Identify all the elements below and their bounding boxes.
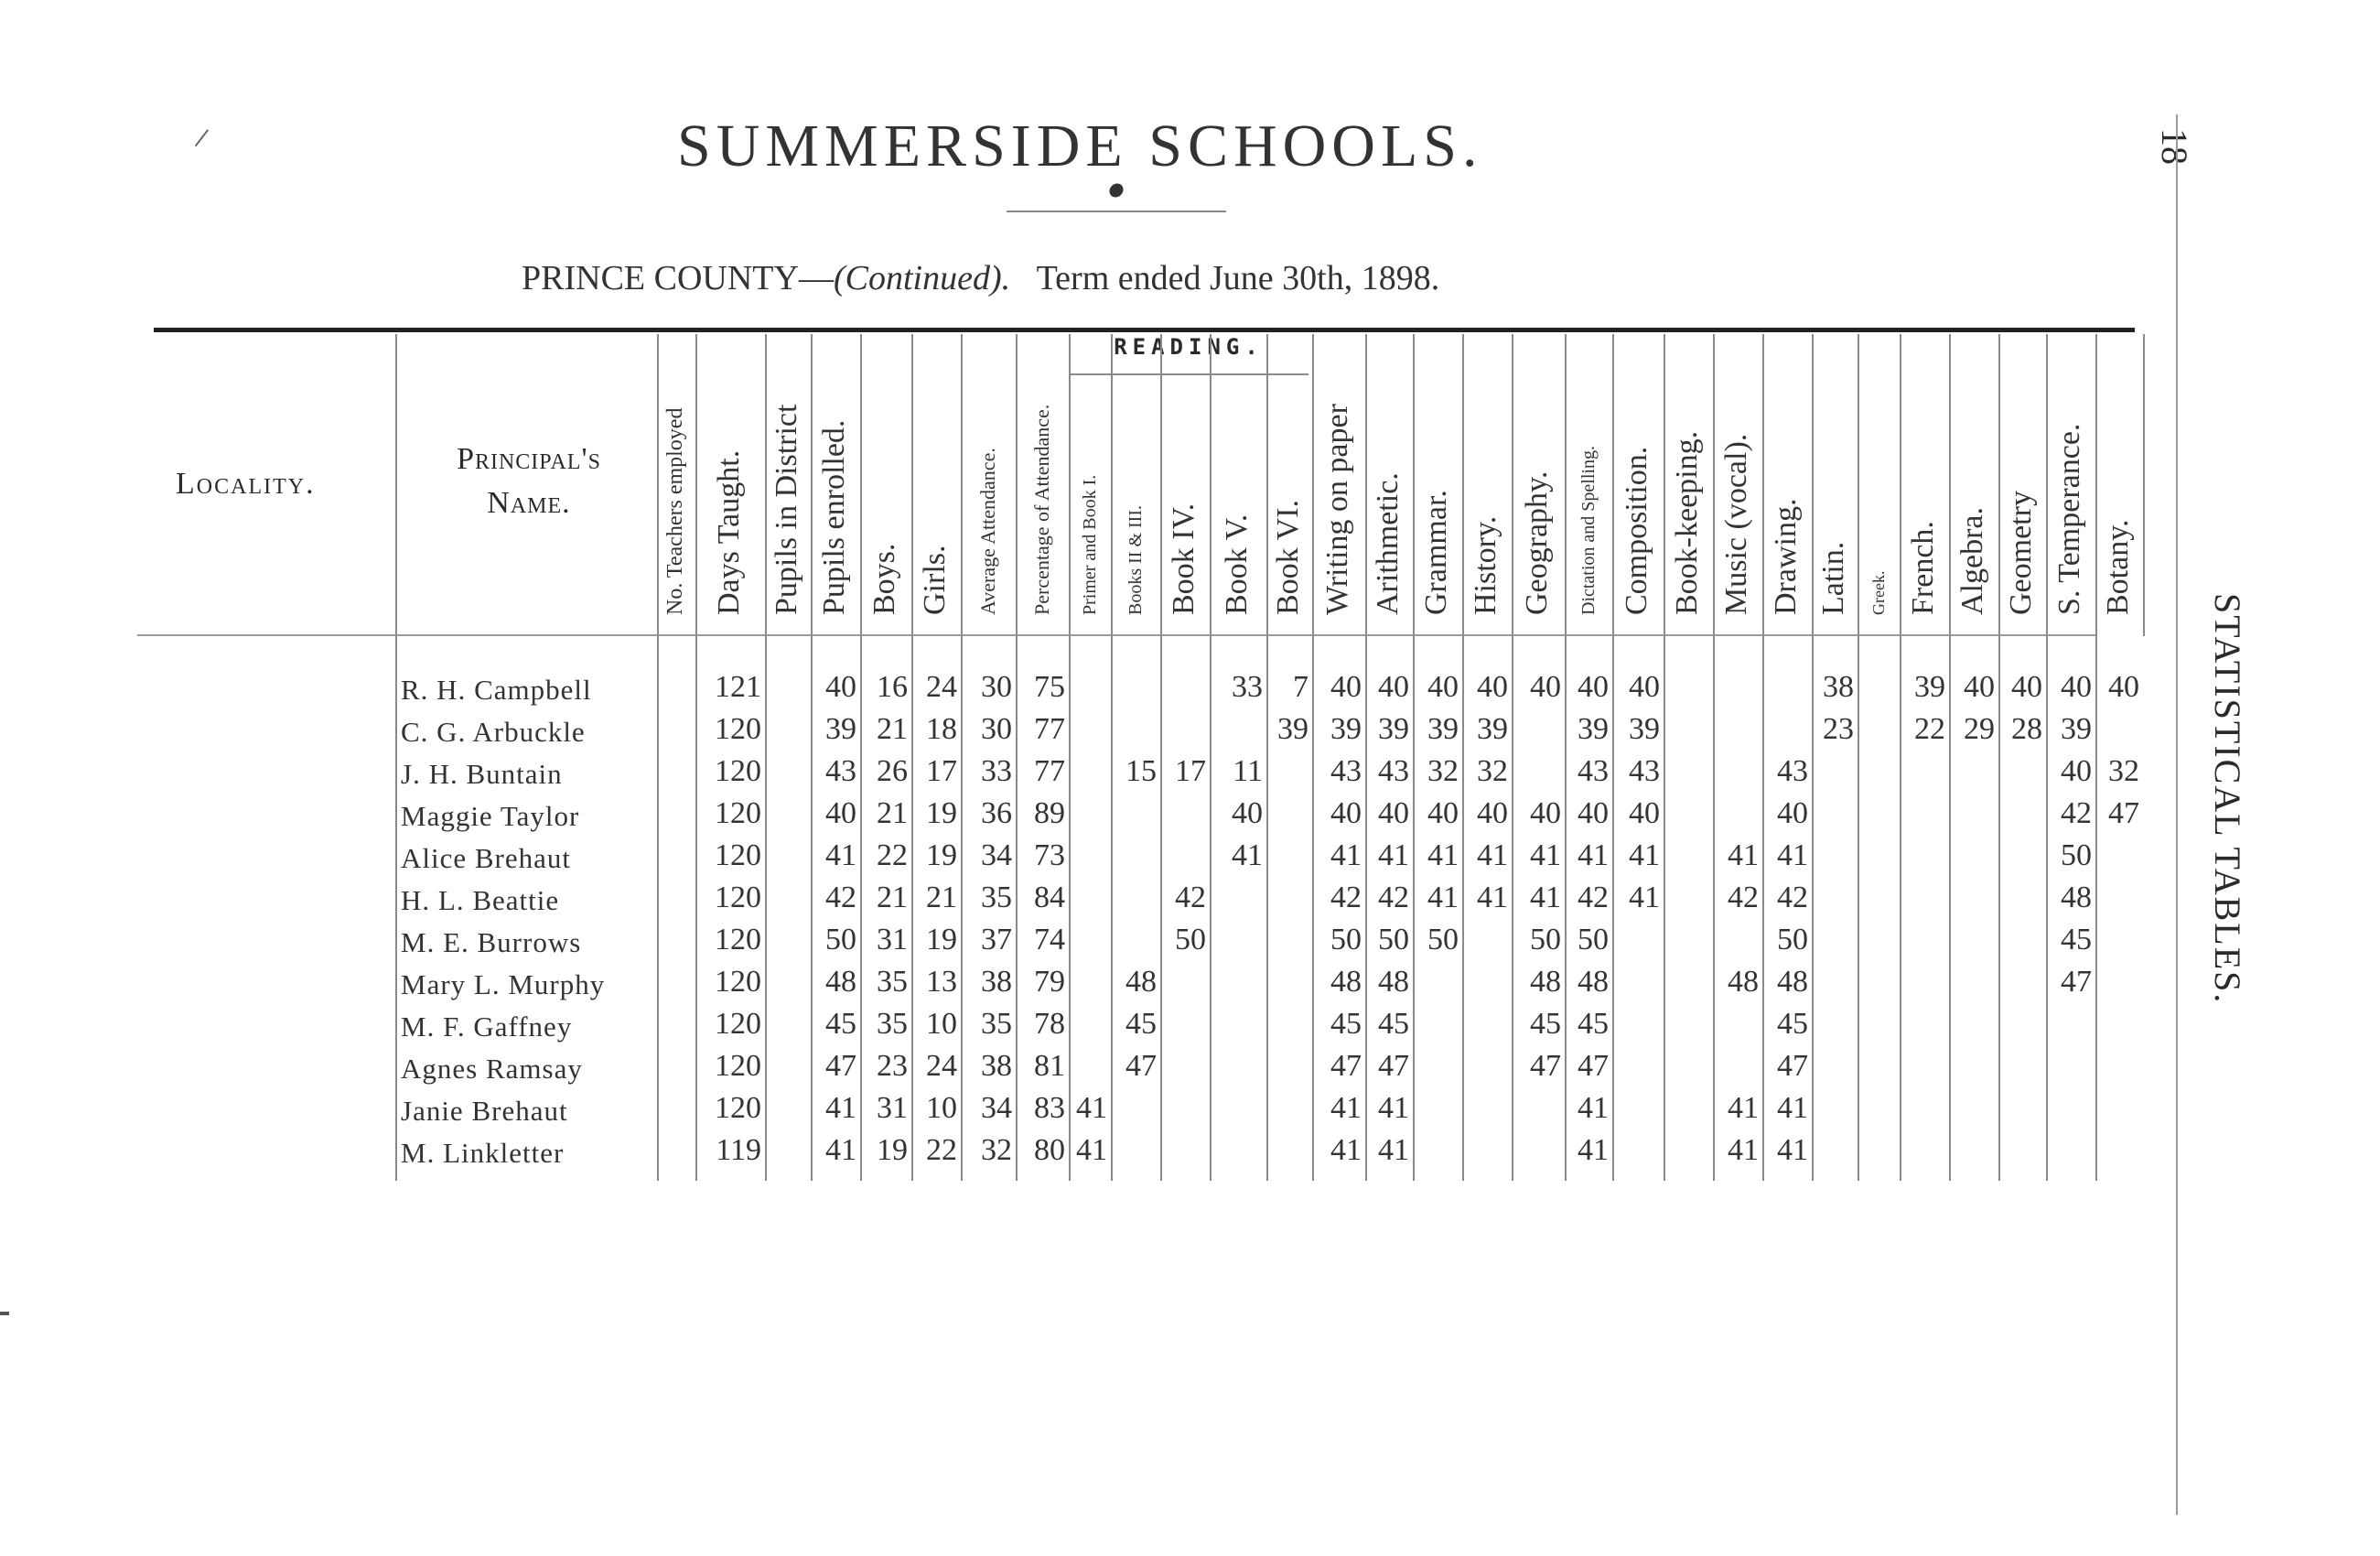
table-cell-girls: 24: [926, 670, 957, 704]
table-cell-comp: 40: [1629, 670, 1660, 704]
table-cell-pct: 80: [1034, 1133, 1065, 1167]
table-cell-b2_3: 15: [1125, 754, 1157, 788]
table-cell-days: 120: [715, 1007, 761, 1041]
table-cell-music: 41: [1728, 1091, 1759, 1125]
table-cell-temp: 39: [2061, 712, 2092, 746]
principal-name: H. L. Beattie: [401, 884, 560, 916]
column-header-comp: Composition.: [1620, 446, 1653, 615]
table-cell-b4: 50: [1175, 923, 1206, 956]
table-cell-writing: 45: [1330, 1007, 1362, 1041]
table-cell-dict: 43: [1578, 754, 1609, 788]
table-cell-days: 120: [715, 965, 761, 999]
column-header-arith: Arithmetic.: [1371, 472, 1405, 615]
table-cell-arith: 42: [1378, 881, 1409, 914]
principal-name: R. H. Campbell: [401, 674, 592, 706]
column-header-latin: Latin.: [1816, 541, 1850, 615]
table-cell-botany: 40: [2108, 670, 2139, 704]
table-cell-arith: 41: [1378, 1133, 1409, 1167]
table-cell-days: 120: [715, 838, 761, 872]
table-cell-girls: 19: [926, 796, 957, 830]
page-title: SUMMERSIDE SCHOOLS.: [677, 113, 1483, 179]
table-cell-arith: 41: [1378, 838, 1409, 872]
table-cell-boys: 21: [877, 712, 908, 746]
table-cell-pct: 89: [1034, 796, 1065, 830]
table-cell-enrolled: 41: [825, 838, 856, 872]
principal-name: Mary L. Murphy: [401, 968, 606, 1000]
column-header-geometry: Geometry: [2004, 491, 2038, 615]
column-header-avg: Average Attendance.: [976, 448, 999, 615]
table-cell-writing: 40: [1330, 670, 1362, 704]
table-cell-b4: 42: [1175, 881, 1206, 914]
table-cell-days: 120: [715, 754, 761, 788]
table-cell-arith: 40: [1378, 670, 1409, 704]
locality-header: Locality.: [176, 467, 316, 501]
table-cell-geog: 40: [1530, 796, 1561, 830]
ornament-diamond-icon: [1106, 180, 1125, 200]
table-cell-enrolled: 41: [825, 1133, 856, 1167]
table-cell-b2_3: 47: [1125, 1049, 1157, 1083]
subtitle-continued: (Continued).: [833, 259, 1011, 297]
principal-name: M. E. Burrows: [401, 926, 582, 958]
principal-name: Maggie Taylor: [401, 800, 580, 832]
table-cell-arith: 47: [1378, 1049, 1409, 1083]
table-cell-pct: 77: [1034, 712, 1065, 746]
table-cell-temp: 48: [2061, 881, 2092, 914]
table-cell-geog: 48: [1530, 965, 1561, 999]
table-cell-music: 48: [1728, 965, 1759, 999]
table-cell-days: 120: [715, 881, 761, 914]
table-cell-history: 40: [1477, 796, 1508, 830]
table-cell-avg: 30: [981, 670, 1012, 704]
table-cell-geometry: 28: [2011, 712, 2042, 746]
table-top-rule: [154, 328, 2135, 332]
table-cell-geog: 47: [1530, 1049, 1561, 1083]
table-cell-girls: 24: [926, 1049, 957, 1083]
table-cell-enrolled: 41: [825, 1091, 856, 1125]
table-cell-b2_3: 48: [1125, 965, 1157, 999]
table-cell-botany: 32: [2108, 754, 2139, 788]
column-header-b6: Book VI.: [1271, 500, 1305, 615]
table-cell-music: 42: [1728, 881, 1759, 914]
principal-name: Alice Brehaut: [401, 842, 572, 874]
table-cell-temp: 50: [2061, 838, 2092, 872]
column-header-district: Pupils in District: [770, 404, 803, 615]
table-cell-boys: 19: [877, 1133, 908, 1167]
table-cell-boys: 21: [877, 881, 908, 914]
table-cell-french: 22: [1914, 712, 1945, 746]
table-cell-history: 32: [1477, 754, 1508, 788]
table-cell-history: 41: [1477, 838, 1508, 872]
column-rule: [765, 334, 767, 1181]
table-cell-history: 40: [1477, 670, 1508, 704]
reading-group-header: READING.: [1114, 334, 1264, 360]
table-cell-avg: 33: [981, 754, 1012, 788]
table-cell-writing: 50: [1330, 923, 1362, 956]
table-cell-girls: 18: [926, 712, 957, 746]
table-cell-boys: 31: [877, 1091, 908, 1125]
table-cell-boys: 35: [877, 965, 908, 999]
table-cell-avg: 37: [981, 923, 1012, 956]
table-cell-geog: 45: [1530, 1007, 1561, 1041]
table-cell-geog: 40: [1530, 670, 1561, 704]
table-cell-b6: 39: [1277, 712, 1308, 746]
table-cell-draw: 45: [1777, 1007, 1808, 1041]
subtitle-county: PRINCE COUNTY—: [522, 259, 834, 297]
table-cell-girls: 19: [926, 923, 957, 956]
column-rule: [1266, 334, 1268, 1181]
table-cell-botany: 47: [2108, 796, 2139, 830]
table-header-rule: [137, 634, 2095, 636]
table-cell-music: 41: [1728, 838, 1759, 872]
table-cell-writing: 48: [1330, 965, 1362, 999]
table-cell-pct: 78: [1034, 1007, 1065, 1041]
table-cell-latin: 38: [1823, 670, 1854, 704]
table-cell-boys: 31: [877, 923, 908, 956]
table-cell-writing: 41: [1330, 1091, 1362, 1125]
column-header-dict: Dictation and Spelling.: [1578, 446, 1599, 615]
table-cell-comp: 41: [1629, 881, 1660, 914]
table-cell-primer: 41: [1076, 1091, 1107, 1125]
principal-header-line2: Name.: [487, 486, 571, 520]
column-rule: [2143, 334, 2145, 636]
table-cell-dict: 41: [1578, 1091, 1609, 1125]
table-cell-boys: 23: [877, 1049, 908, 1083]
column-header-draw: Drawing.: [1769, 498, 1803, 615]
side-running-title: STATISTICAL TABLES.: [2207, 593, 2248, 1005]
table-cell-latin: 23: [1823, 712, 1854, 746]
table-cell-draw: 40: [1777, 796, 1808, 830]
table-subtitle: [522, 258, 1439, 298]
table-cell-grammar: 41: [1427, 881, 1459, 914]
table-cell-enrolled: 43: [825, 754, 856, 788]
table-cell-avg: 35: [981, 881, 1012, 914]
table-cell-girls: 10: [926, 1007, 957, 1041]
principal-name: C. G. Arbuckle: [401, 716, 586, 748]
table-cell-writing: 47: [1330, 1049, 1362, 1083]
table-cell-grammar: 32: [1427, 754, 1459, 788]
table-cell-writing: 41: [1330, 1133, 1362, 1167]
table-cell-avg: 38: [981, 965, 1012, 999]
table-cell-pct: 81: [1034, 1049, 1065, 1083]
table-cell-draw: 43: [1777, 754, 1808, 788]
table-cell-dict: 47: [1578, 1049, 1609, 1083]
table-cell-draw: 42: [1777, 881, 1808, 914]
table-cell-grammar: 39: [1427, 712, 1459, 746]
table-cell-comp: 40: [1629, 796, 1660, 830]
column-rule: [1998, 334, 2000, 1181]
table-cell-girls: 19: [926, 838, 957, 872]
column-header-enrolled: Pupils enrolled.: [817, 419, 851, 615]
table-cell-algebra: 29: [1964, 712, 1995, 746]
column-header-botany: Botany.: [2101, 519, 2135, 615]
table-cell-b5: 11: [1233, 754, 1263, 788]
column-rule: [1812, 334, 1814, 1181]
table-cell-avg: 30: [981, 712, 1012, 746]
table-cell-enrolled: 47: [825, 1049, 856, 1083]
table-cell-dict: 39: [1578, 712, 1609, 746]
reading-group-rule: [1069, 373, 1308, 375]
table-cell-days: 121: [715, 670, 761, 704]
table-cell-draw: 47: [1777, 1049, 1808, 1083]
table-cell-pct: 77: [1034, 754, 1065, 788]
table-cell-pct: 79: [1034, 965, 1065, 999]
table-cell-algebra: 40: [1964, 670, 1995, 704]
table-cell-days: 120: [715, 923, 761, 956]
table-cell-days: 120: [715, 1049, 761, 1083]
table-cell-arith: 41: [1378, 1091, 1409, 1125]
table-cell-dict: 40: [1578, 670, 1609, 704]
table-cell-girls: 13: [926, 965, 957, 999]
table-cell-avg: 32: [981, 1133, 1012, 1167]
table-cell-french: 39: [1914, 670, 1945, 704]
table-cell-arith: 40: [1378, 796, 1409, 830]
column-rule: [1664, 334, 1665, 1181]
table-cell-geog: 41: [1530, 838, 1561, 872]
column-header-history: History.: [1469, 515, 1502, 615]
column-header-writing: Writing on paper: [1320, 404, 1354, 615]
table-cell-grammar: 41: [1427, 838, 1459, 872]
column-header-b2_3: Books II & III.: [1125, 505, 1146, 615]
column-header-algebra: Algebra.: [1955, 506, 1989, 615]
column-rule: [657, 334, 659, 1181]
table-cell-draw: 50: [1777, 923, 1808, 956]
principal-name: Agnes Ramsay: [401, 1053, 583, 1085]
column-header-geog: Geography.: [1520, 470, 1554, 615]
principal-header-line1: Principal's: [457, 442, 601, 476]
table-cell-boys: 26: [877, 754, 908, 788]
table-cell-pct: 83: [1034, 1091, 1065, 1125]
table-cell-b5: 41: [1232, 838, 1263, 872]
stray-mark-dash: [0, 1312, 9, 1315]
table-cell-temp: 45: [2061, 923, 2092, 956]
table-cell-pct: 74: [1034, 923, 1065, 956]
table-cell-pct: 84: [1034, 881, 1065, 914]
table-cell-dict: 48: [1578, 965, 1609, 999]
column-header-teachers: No. Teachers employed: [663, 407, 687, 615]
ornament-rule: [1007, 211, 1226, 212]
column-rule: [1713, 334, 1715, 1181]
table-cell-history: 41: [1477, 881, 1508, 914]
table-cell-b5: 33: [1232, 670, 1263, 704]
table-cell-pct: 75: [1034, 670, 1065, 704]
table-cell-pct: 73: [1034, 838, 1065, 872]
table-cell-enrolled: 50: [825, 923, 856, 956]
table-cell-boys: 35: [877, 1007, 908, 1041]
column-header-book: Book-keeping.: [1670, 430, 1704, 615]
table-cell-arith: 50: [1378, 923, 1409, 956]
table-cell-girls: 21: [926, 881, 957, 914]
column-rule: [395, 334, 397, 1181]
table-cell-enrolled: 40: [825, 796, 856, 830]
table-cell-primer: 41: [1076, 1133, 1107, 1167]
column-header-temp: S. Temperance.: [2052, 423, 2086, 615]
column-header-greek: Greek.: [1869, 570, 1888, 615]
principal-name: Janie Brehaut: [401, 1095, 568, 1127]
table-cell-writing: 42: [1330, 881, 1362, 914]
table-cell-grammar: 50: [1427, 923, 1459, 956]
table-cell-b4: 17: [1175, 754, 1206, 788]
table-cell-arith: 39: [1378, 712, 1409, 746]
table-cell-draw: 41: [1777, 1133, 1808, 1167]
table-cell-temp: 40: [2061, 670, 2092, 704]
page-margin-rule: [2176, 114, 2178, 1515]
table-cell-enrolled: 40: [825, 670, 856, 704]
table-cell-music: 41: [1728, 1133, 1759, 1167]
principal-name: M. F. Gaffney: [401, 1010, 573, 1043]
table-cell-writing: 39: [1330, 712, 1362, 746]
column-header-boys: Boys.: [867, 543, 901, 615]
table-cell-history: 39: [1477, 712, 1508, 746]
table-cell-temp: 47: [2061, 965, 2092, 999]
table-cell-grammar: 40: [1427, 796, 1459, 830]
table-cell-enrolled: 45: [825, 1007, 856, 1041]
table-cell-boys: 16: [877, 670, 908, 704]
table-cell-draw: 41: [1777, 838, 1808, 872]
table-cell-avg: 34: [981, 838, 1012, 872]
table-cell-avg: 38: [981, 1049, 1012, 1083]
stray-mark: /: [193, 124, 210, 153]
column-header-french: French.: [1906, 521, 1940, 615]
column-rule: [1949, 334, 1951, 1181]
table-cell-days: 120: [715, 712, 761, 746]
table-cell-arith: 48: [1378, 965, 1409, 999]
column-header-b4: Book IV.: [1167, 502, 1201, 615]
subtitle-term: Term ended June 30th, 1898.: [1036, 259, 1440, 297]
table-cell-arith: 45: [1378, 1007, 1409, 1041]
title-ornament: [1007, 183, 1226, 220]
table-cell-dict: 42: [1578, 881, 1609, 914]
table-cell-writing: 43: [1330, 754, 1362, 788]
principal-name: M. Linkletter: [401, 1137, 565, 1169]
table-cell-boys: 21: [877, 796, 908, 830]
column-header-pct: Percentage of Attendance.: [1030, 404, 1053, 615]
table-cell-girls: 22: [926, 1133, 957, 1167]
principal-name: J. H. Buntain: [401, 758, 563, 790]
table-cell-dict: 41: [1578, 838, 1609, 872]
table-cell-grammar: 40: [1427, 670, 1459, 704]
column-rule: [1900, 334, 1901, 1181]
table-cell-geometry: 40: [2011, 670, 2042, 704]
table-cell-enrolled: 39: [825, 712, 856, 746]
table-cell-writing: 41: [1330, 838, 1362, 872]
table-cell-days: 119: [716, 1133, 761, 1167]
table-cell-comp: 39: [1629, 712, 1660, 746]
table-cell-girls: 17: [926, 754, 957, 788]
principal-header: [395, 438, 662, 525]
table-cell-comp: 41: [1629, 838, 1660, 872]
table-cell-days: 120: [715, 1091, 761, 1125]
table-cell-dict: 41: [1578, 1133, 1609, 1167]
table-cell-enrolled: 42: [825, 881, 856, 914]
column-rule: [1069, 334, 1071, 1181]
table-cell-dict: 50: [1578, 923, 1609, 956]
table-cell-temp: 42: [2061, 796, 2092, 830]
table-cell-enrolled: 48: [825, 965, 856, 999]
table-cell-avg: 34: [981, 1091, 1012, 1125]
table-cell-temp: 40: [2061, 754, 2092, 788]
table-cell-girls: 10: [926, 1091, 957, 1125]
column-rule: [1858, 334, 1859, 1181]
column-header-music: Music (vocal).: [1719, 433, 1753, 615]
column-header-b5: Book V.: [1220, 513, 1254, 615]
table-cell-arith: 43: [1378, 754, 1409, 788]
table-cell-b5: 40: [1232, 796, 1263, 830]
table-cell-b2_3: 45: [1125, 1007, 1157, 1041]
table-cell-comp: 43: [1629, 754, 1660, 788]
table-cell-avg: 35: [981, 1007, 1012, 1041]
table-cell-draw: 48: [1777, 965, 1808, 999]
table-cell-geog: 50: [1530, 923, 1561, 956]
column-header-days: Days Taught.: [712, 449, 746, 615]
column-header-primer: Primer and Book I.: [1080, 474, 1100, 615]
table-cell-writing: 40: [1330, 796, 1362, 830]
table-cell-dict: 40: [1578, 796, 1609, 830]
table-cell-draw: 41: [1777, 1091, 1808, 1125]
table-cell-days: 120: [715, 796, 761, 830]
table-cell-b6: 7: [1293, 670, 1308, 704]
table-cell-avg: 36: [981, 796, 1012, 830]
table-cell-geog: 41: [1530, 881, 1561, 914]
page-number: 18: [2154, 128, 2195, 165]
table-cell-boys: 22: [877, 838, 908, 872]
column-header-girls: Girls.: [918, 545, 952, 615]
column-header-grammar: Grammar.: [1419, 490, 1453, 615]
table-cell-dict: 45: [1578, 1007, 1609, 1041]
